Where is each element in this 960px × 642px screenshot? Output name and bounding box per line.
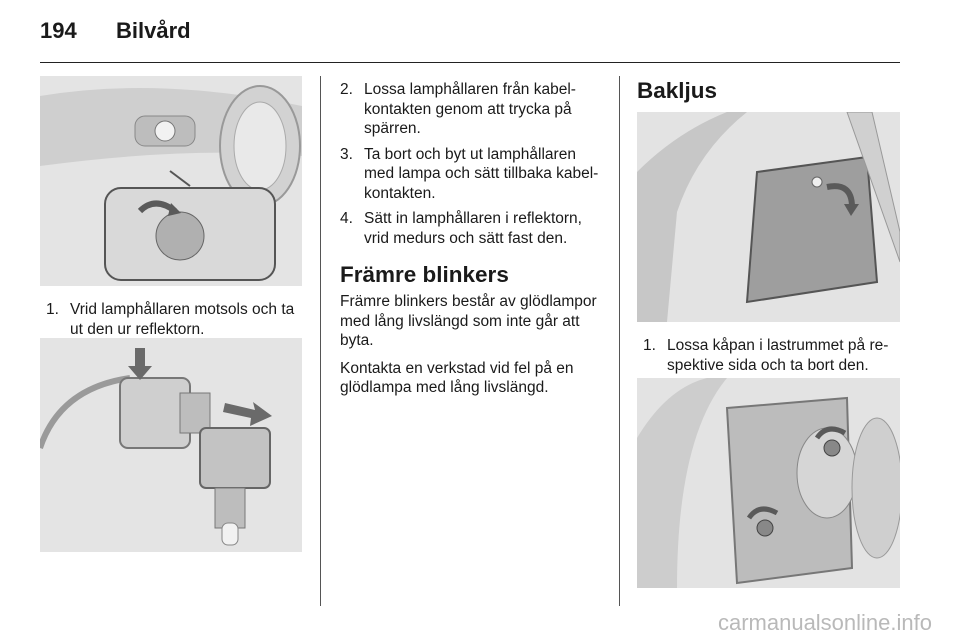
column2-content — [340, 80, 608, 406]
section-title-tail-light: Bakljus — [637, 78, 718, 103]
list-item: 1. Lossa kåpan i lastrummet på re-spektive sida och ta bort den. — [643, 337, 889, 374]
list-item: 3. Ta bort och byt ut lamphållaren med lampa och sätt tillbaka kabel-kontakten. — [340, 145, 599, 202]
page-number: 194 — [40, 18, 77, 43]
watermark: carmanualsonline.info — [717, 610, 932, 635]
section-title-front-indicator: Främre blinkers — [340, 262, 509, 287]
fog-lamp-illustration — [40, 76, 302, 286]
bulb-holder-illustration — [40, 338, 302, 552]
cargo-cover-illustration — [637, 112, 900, 322]
page-header — [40, 18, 900, 58]
list-item: 4. Sätt in lamphållaren i reflektorn, vrid medurs och sätt fast den. — [340, 210, 582, 247]
list-item: 2. Lossa lamphållaren från kabel-kontakten genom att trycka på spärren. — [340, 81, 576, 137]
column-divider-1 — [320, 76, 321, 606]
paragraph: Kontakta en verkstad vid fel på en glödlampa med lång livslängd. — [340, 359, 574, 396]
header-rule — [40, 62, 900, 63]
column3-steps — [643, 336, 900, 381]
paragraph: Främre blinkers består av glödlampor med lång livslängd som inte går att byta. — [340, 293, 597, 349]
column-divider-2 — [619, 76, 620, 606]
tail-light-nuts-illustration — [637, 378, 900, 588]
list-item: 1. Vrid lamphållaren motsols och ta ut den ur reflektorn. — [46, 301, 295, 338]
chapter-title: Bilvård — [116, 18, 191, 43]
column3-heading — [637, 78, 900, 104]
